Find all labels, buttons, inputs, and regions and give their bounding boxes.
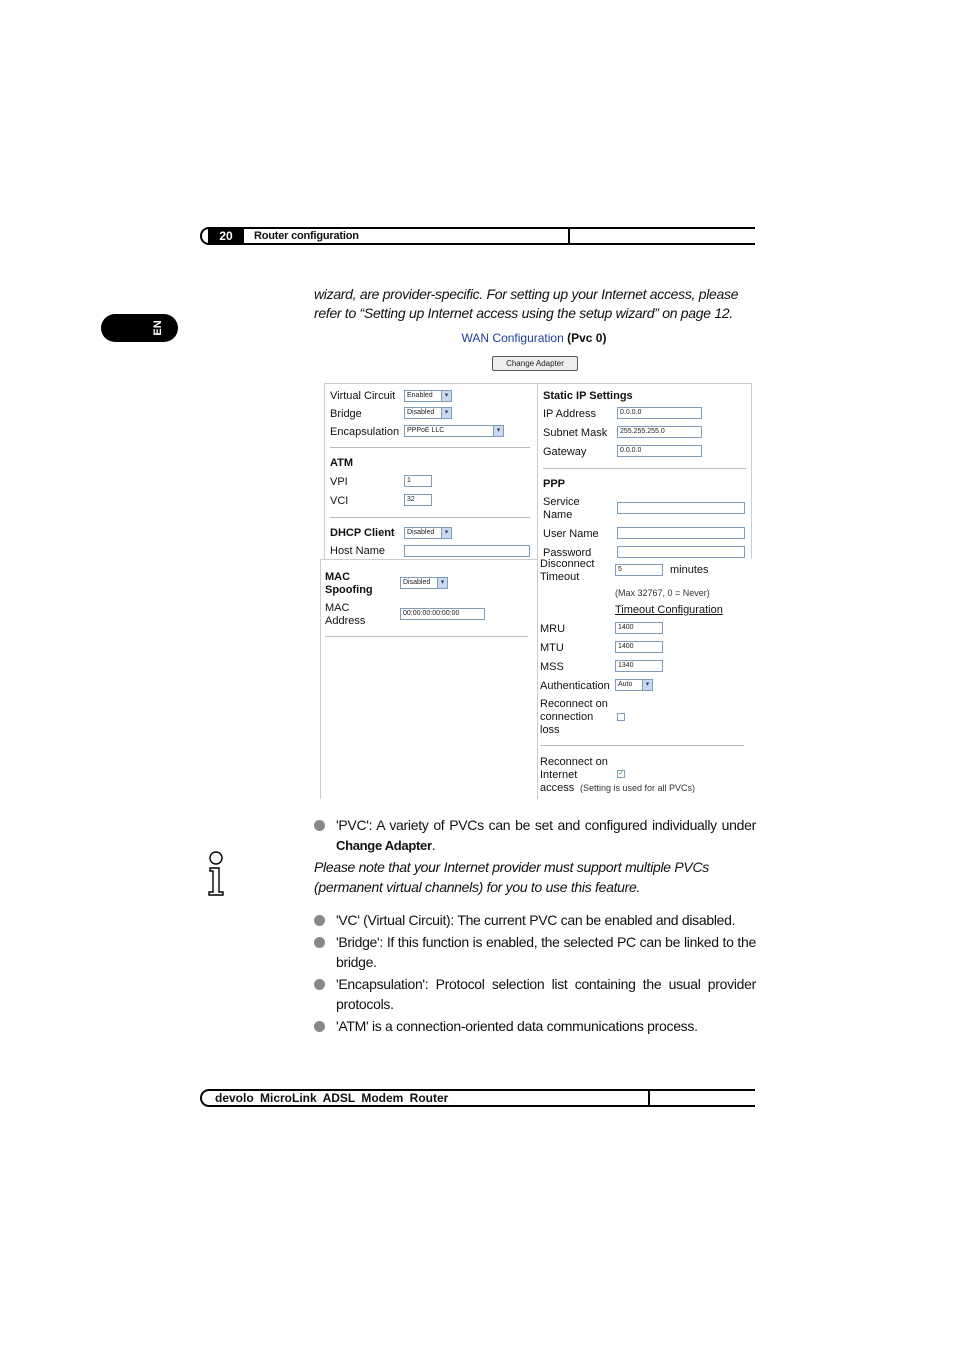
bridge-value: Disabled (407, 409, 435, 416)
bullet-atm (314, 1016, 756, 1036)
divider (540, 745, 744, 746)
section-title: Router configuration (254, 230, 359, 242)
reconnect-internet-checkbox[interactable]: ✓ (618, 770, 624, 777)
mtu-label: MTU (540, 642, 564, 654)
intro-paragraph: wizard, are provider-specific. For setting up your Internet access, please refer to “Setting up Internet access using the setup wizard” on page 12. (314, 286, 739, 321)
divider (330, 517, 530, 518)
encapsulation-label: Encapsulation (330, 426, 400, 438)
bullet-dot (314, 1021, 325, 1032)
frame-top (324, 383, 752, 384)
disconnect-timeout-input[interactable]: 5 (615, 564, 663, 576)
reconnect-internet-label-1: Reconnect on (540, 756, 608, 768)
service-name-label-2: Name (543, 509, 573, 521)
wan-title-main: WAN Configuration (461, 331, 564, 345)
virtual-circuit-label: Virtual Circuit (330, 390, 396, 402)
chevron-down-icon: ▾ (441, 528, 451, 538)
service-name-input[interactable] (617, 502, 745, 514)
reconnect-internet-hint: (Setting is used for all PVCs) (580, 783, 696, 793)
vci-label: VCI (330, 495, 349, 507)
bullet-atm-text: 'ATM' is a connection-oriented data communications process. (336, 1018, 698, 1034)
mac-address-label-1: MAC (325, 602, 350, 614)
dhcp-client-value: Disabled (407, 529, 435, 536)
chevron-down-icon: ▾ (642, 680, 652, 690)
page-footer (200, 1089, 755, 1107)
password-input[interactable] (617, 546, 745, 558)
bullet-pvc-main: 'PVC': A variety of PVCs can be set and configured individually under (336, 817, 756, 833)
vpi-input[interactable]: 1 (404, 475, 432, 487)
bullet-pvc-end: . (431, 837, 436, 853)
disconnect-hint: (Max 32767, 0 = Never) (615, 588, 710, 598)
mtu-input[interactable]: 1400 (615, 641, 663, 653)
service-name-label-1: Service (543, 496, 580, 508)
mss-label: MSS (540, 661, 564, 673)
static-ip-heading: Static IP Settings (543, 390, 633, 402)
subnet-mask-label: Subnet Mask (543, 427, 608, 439)
mru-input[interactable]: 1400 (615, 622, 663, 634)
mac-spoofing-select[interactable] (400, 577, 448, 589)
frame-right (751, 383, 752, 559)
dhcp-client-label: DHCP Client (330, 527, 395, 539)
mru-label: MRU (540, 623, 566, 635)
change-adapter-button[interactable]: Change Adapter (492, 356, 578, 371)
chevron-down-icon: ▾ (441, 391, 451, 401)
host-name-label: Host Name (330, 545, 386, 557)
disconnect-timeout-label-1: Disconnect (540, 558, 595, 570)
header-divider (568, 227, 570, 245)
info-icon (204, 850, 228, 896)
wan-title (0, 331, 954, 345)
virtual-circuit-value: Enabled (407, 392, 433, 399)
wan-title-pvc: (Pvc 0) (567, 331, 607, 345)
bullet-vc (314, 910, 756, 930)
bullet-vc-text: 'VC' (Virtual Circuit): The current PVC can be enabled and disabled. (336, 912, 736, 928)
gateway-input[interactable]: 0.0.0.0 (617, 445, 702, 457)
reconnect-loss-label-3: loss (540, 724, 560, 736)
reconnect-loss-label-2: connection (540, 711, 594, 723)
vci-input[interactable]: 32 (404, 494, 432, 506)
bullet-encapsulation-text: 'Encapsulation': Protocol selection list containing the usual provider protocols. (336, 976, 756, 1012)
authentication-value: Auto (618, 681, 633, 688)
divider (543, 468, 746, 469)
change-adapter-emphasis: Change Adapter (336, 838, 432, 853)
host-name-input[interactable] (404, 545, 530, 557)
note-paragraph: Please note that your Internet provider must support multiple PVCs (permanent virtual channels) for you to use this feature. (314, 859, 709, 895)
disconnect-unit: minutes (670, 564, 709, 576)
user-name-input[interactable] (617, 527, 745, 539)
frame-left (324, 383, 325, 559)
atm-heading: ATM (330, 457, 354, 469)
divider (330, 447, 530, 448)
bullet-dot (314, 820, 325, 831)
ppp-heading: PPP (543, 478, 566, 490)
password-label: Password (543, 547, 592, 559)
encapsulation-select[interactable] (404, 425, 504, 437)
encapsulation-value: PPPoE LLC (407, 427, 445, 434)
bullet-bridge-text: 'Bridge': If this function is enabled, the selected PC can be linked to the bridge. (336, 934, 756, 970)
timeout-configuration-link[interactable]: Timeout Configuration (615, 604, 723, 616)
language-label: EN (152, 320, 164, 336)
mss-input[interactable]: 1340 (615, 660, 663, 672)
chevron-down-icon: ▾ (441, 408, 451, 418)
bullet-pvc-text (336, 815, 756, 856)
page-header (200, 227, 755, 245)
ip-address-input[interactable]: 0.0.0.0 (617, 407, 702, 419)
vpi-label: VPI (330, 476, 348, 488)
divider (325, 636, 528, 637)
virtual-circuit-select[interactable] (404, 390, 452, 402)
authentication-select[interactable] (615, 679, 653, 691)
frame-mid-rule (320, 559, 537, 560)
mac-spoofing-label-1: MAC (325, 571, 351, 583)
ip-address-label: IP Address (543, 408, 596, 420)
bullet-encapsulation (314, 974, 756, 1014)
bridge-select[interactable] (404, 407, 452, 419)
frame-left-lower (320, 559, 321, 799)
frame-middle (537, 383, 538, 799)
bullet-pvc (314, 815, 756, 856)
gateway-label: Gateway (543, 446, 587, 458)
mac-spoofing-value: Disabled (403, 579, 431, 586)
reconnect-internet-label-2: Internet (540, 769, 578, 781)
subnet-mask-input[interactable]: 255.255.255.0 (617, 426, 702, 438)
reconnect-loss-checkbox[interactable] (617, 713, 625, 721)
chevron-down-icon: ▾ (493, 426, 503, 436)
mac-address-input[interactable]: 00:00:00:00:00:00 (400, 608, 485, 620)
reconnect-internet-label-3: access (540, 782, 575, 794)
bullet-dot (314, 915, 325, 926)
reconnect-loss-label-1: Reconnect on (540, 698, 608, 710)
user-name-label: User Name (543, 528, 599, 540)
footer-divider (648, 1089, 650, 1107)
bullet-bridge (314, 932, 756, 972)
dhcp-client-select[interactable] (404, 527, 452, 539)
page-number: 20 (208, 227, 244, 245)
wan-config-panel (318, 381, 754, 801)
disconnect-timeout-label-2: Timeout (540, 571, 580, 583)
footer-title: devolo MicroLink ADSL Modem Router (215, 1091, 449, 1105)
chevron-down-icon: ▾ (437, 578, 447, 588)
bullet-dot (314, 937, 325, 948)
bullet-dot (314, 979, 325, 990)
mac-spoofing-label-2: Spoofing (325, 584, 373, 596)
mac-address-label-2: Address (325, 615, 366, 627)
bridge-label: Bridge (330, 408, 362, 420)
authentication-label: Authentication (540, 680, 610, 692)
